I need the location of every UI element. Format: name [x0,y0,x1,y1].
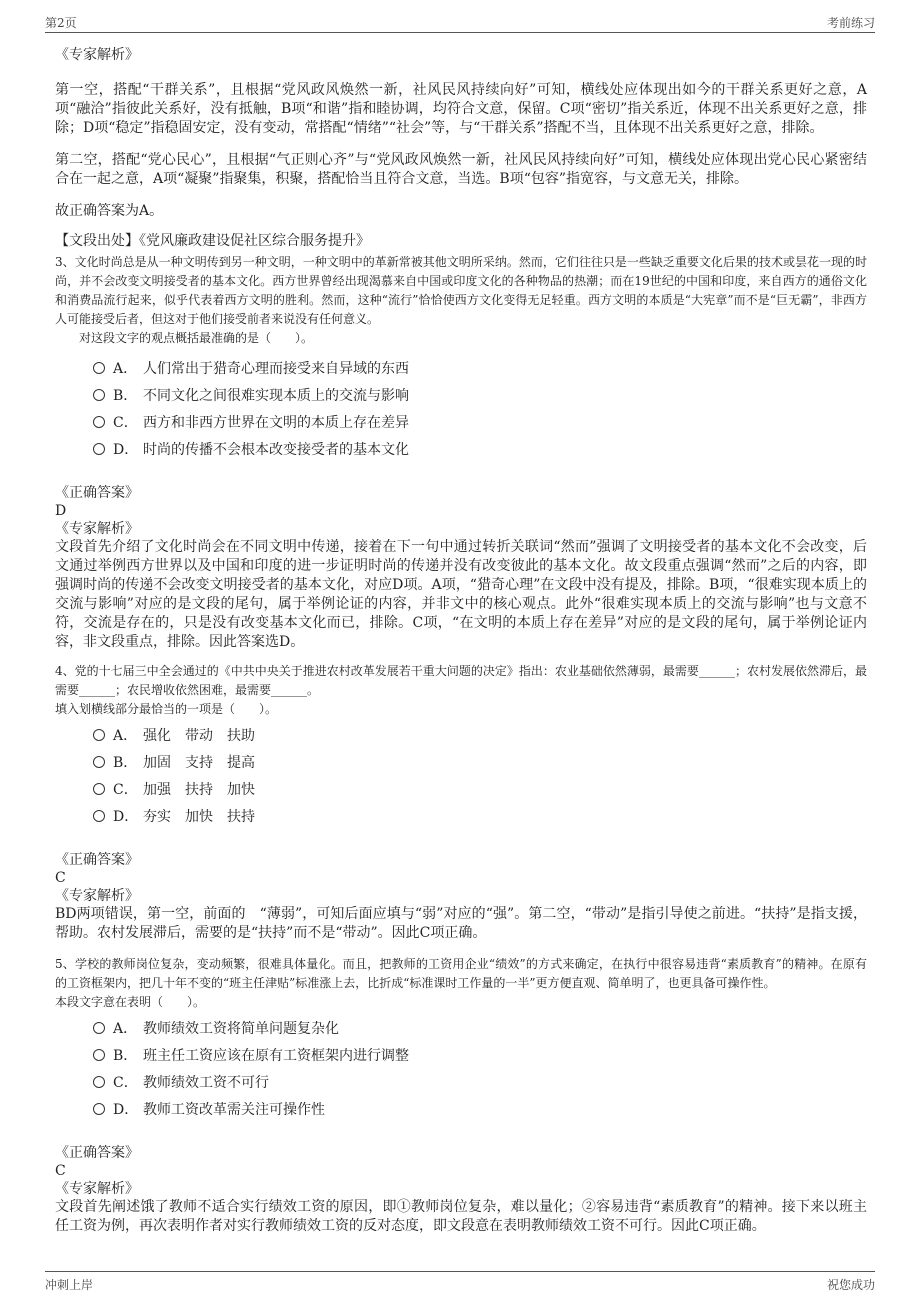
q3-stem: 3、文化时尚总是从一种文明传到另一种文明，一种文明中的革新常被其他文明所采纳。然而，它们往往只是一些缺乏重要文化后果的技术或昙花一现的时尚，并不会改变文明接受者的基本文化。西方世界曾经出现渴慕来自中国或印度文化的各种物品的热潮；而在19世纪的中国和印度，来自西方的通俗文化和消费品流行起来，似乎代表着西方文明的胜利。然而，这种“流行”恰恰使西方文化变得无足轻重。西方文明的本质是“大宪章”而不是“巨无霸”，非西方人可能接受后者，但这对于他们接受前者来说没有任何意义。 [55,255,867,326]
q3-analysis: 文段首先介绍了文化时尚会在不同文明中传递，接着在下一句中通过转折关联词“然而”强调了文明接受者的基本文化不会改变，后文通过举例西方世界以及中国和印度的进一步证明时尚的传递并没有改变彼此的基本文化。故文段重点强调“然而”之后的内容，即强调时尚的传递不会改变文明接受者的基本文化，对应D项。A项，“猎奇心理”在文段中没有提及，排除。B项，“很难实现本质上的交流与影响”对应的是文段的尾句，属于举例论证的内容，并非文中的核心观点。此外“很难实现本质上的交流与影响”也与文意不符，交流是存在的，只是没有改变基本文化而已，排除。C项，“在文明的本质上存在差异”对应的是文段的尾句，属于举例论证内容，非文段重点，排除。因此答案选D。 [55,539,867,650]
q4-stem: 4、党的十七届三中全会通过的《中共中央关于推进农村改革发展若干重大问题的决定》指出：农业基础依然薄弱，最需要______；农村发展依然滞后，最需要______；农民增收依然困难，最需要______。 [55,664,867,697]
radio-icon[interactable] [93,443,105,455]
radio-icon[interactable] [93,1022,105,1034]
question-4 [55,662,867,943]
q4-option-b[interactable]: B． 加固 支持 提高 [93,750,867,777]
q5-answer-label: 《正确答案》 [55,1145,139,1161]
q5-answer: C [55,1163,66,1179]
q4-options [93,723,867,831]
q3-answer: D [55,503,67,519]
page-header [45,10,875,33]
q4-question: 填入划横线部分最恰当的一项是（ ）。 [55,702,278,716]
radio-icon[interactable] [93,416,105,428]
radio-icon[interactable] [93,1103,105,1115]
q5-stem: 5、学校的教师岗位复杂，变动频繁，很难具体量化。而且，把教师的工资用企业“绩效”的方式来确定，在执行中很容易违背“素质教育”的精神。在原有的工资框架内，把几十年不变的“班主任津贴”标准涨上去，比折成“标准课时工作量的一半”更方便直观、简单明了，也更具备可操作性。 [55,957,867,990]
page-footer [45,1271,875,1296]
q2-analysis-label: 《专家解析》 [55,47,139,63]
q4-analysis: BD两项错误，第一空，前面的 “薄弱”，可知后面应填与“弱”对应的“强”。第二空，“带动”是指引导使之前进。“扶持”是指支援，帮助。农村发展滞后，需要的是“扶持”而不是“带动”。因此C项正确。 [55,906,867,941]
q5-analysis-label: 《专家解析》 [55,1181,139,1197]
q2-analysis-para1: 第一空，搭配“干群关系”，且根据“党风政风焕然一新，社风民风持续向好”可知，横线处应体现出如今的干群关系更好之意，A项“融洽”指彼此关系好，没有抵触，B项“和谐”指和睦协调，均符合文意，保留。C项“密切”指关系近，体现不出关系更好之意，排除；D项“稳定”指稳固安定，没有变动，常搭配“情绪”“社会”等，与“干群关系”搭配不当，且体现不出关系更好之意，排除。 [55,82,867,136]
header-title: 考前练习 [826,16,875,30]
question-5 [55,955,867,1236]
q5-option-b[interactable]: B． 班主任工资应该在原有工资框架内进行调整 [93,1043,867,1070]
q5-options [93,1016,867,1124]
q5-option-a[interactable]: A． 教师绩效工资将简单问题复杂化 [93,1016,867,1043]
q3-option-a[interactable]: A． 人们常出于猎奇心理而接受来自异域的东西 [93,356,867,383]
radio-icon[interactable] [93,1076,105,1088]
q3-option-c[interactable]: C． 西方和非西方世界在文明的本质上存在差异 [93,410,867,437]
q3-answer-label: 《正确答案》 [55,485,139,501]
radio-icon[interactable] [93,756,105,768]
q3-question: 对这段文字的观点概括最准确的是（ ）。 [79,331,314,345]
q4-analysis-label: 《专家解析》 [55,888,139,904]
q3-analysis-label: 《专家解析》 [55,521,139,537]
q4-option-a[interactable]: A． 强化 带动 扶助 [93,723,867,750]
q4-option-c[interactable]: C． 加强 扶持 加快 [93,777,867,804]
q4-answer: C [55,870,66,886]
radio-icon[interactable] [93,729,105,741]
document-body [55,40,867,1236]
q5-option-d[interactable]: D． 教师工资改革需关注可操作性 [93,1097,867,1124]
q3-option-d[interactable]: D． 时尚的传播不会根本改变接受者的基本文化 [93,437,867,464]
q5-option-c[interactable]: C． 教师绩效工资不可行 [93,1070,867,1097]
radio-icon[interactable] [93,389,105,401]
q2-analysis-para2: 第二空，搭配“党心民心”，且根据“气正则心齐”与“党风政风焕然一新，社风民风持续向好”可知，横线处应体现出党心民心紧密结合在一起之意，A项“凝聚”指聚集，积聚，搭配恰当且符合文意，当选。B项“包容”指宽容，与文意无关，排除。 [55,152,867,187]
q5-analysis: 文段首先阐述饿了教师不适合实行绩效工资的原因，即①教师岗位复杂，难以量化；②容易违背“素质教育”的精神。接下来以班主任工资为例，再次表明作者对实行教师绩效工资的反对态度，即文段意在表明教师绩效工资不可行。因此C项正确。 [55,1199,867,1234]
q2-conclusion: 故正确答案为A。 [55,203,164,219]
q3-options [93,356,867,464]
page-number: 第2页 [45,16,77,30]
footer-left: 冲刺上岸 [45,1278,94,1292]
q4-option-d[interactable]: D． 夯实 加快 扶持 [93,804,867,831]
q3-option-b[interactable]: B． 不同文化之间很难实现本质上的交流与影响 [93,383,867,410]
radio-icon[interactable] [93,783,105,795]
q2-source: 【文段出处】《党风廉政建设促社区综合服务提升》 [55,233,370,249]
q5-question: 本段文字意在表明（ ）。 [55,995,206,1009]
radio-icon[interactable] [93,810,105,822]
radio-icon[interactable] [93,362,105,374]
question-3 [55,253,867,652]
q4-answer-label: 《正确答案》 [55,852,139,868]
footer-right: 祝您成功 [826,1278,875,1292]
radio-icon[interactable] [93,1049,105,1061]
